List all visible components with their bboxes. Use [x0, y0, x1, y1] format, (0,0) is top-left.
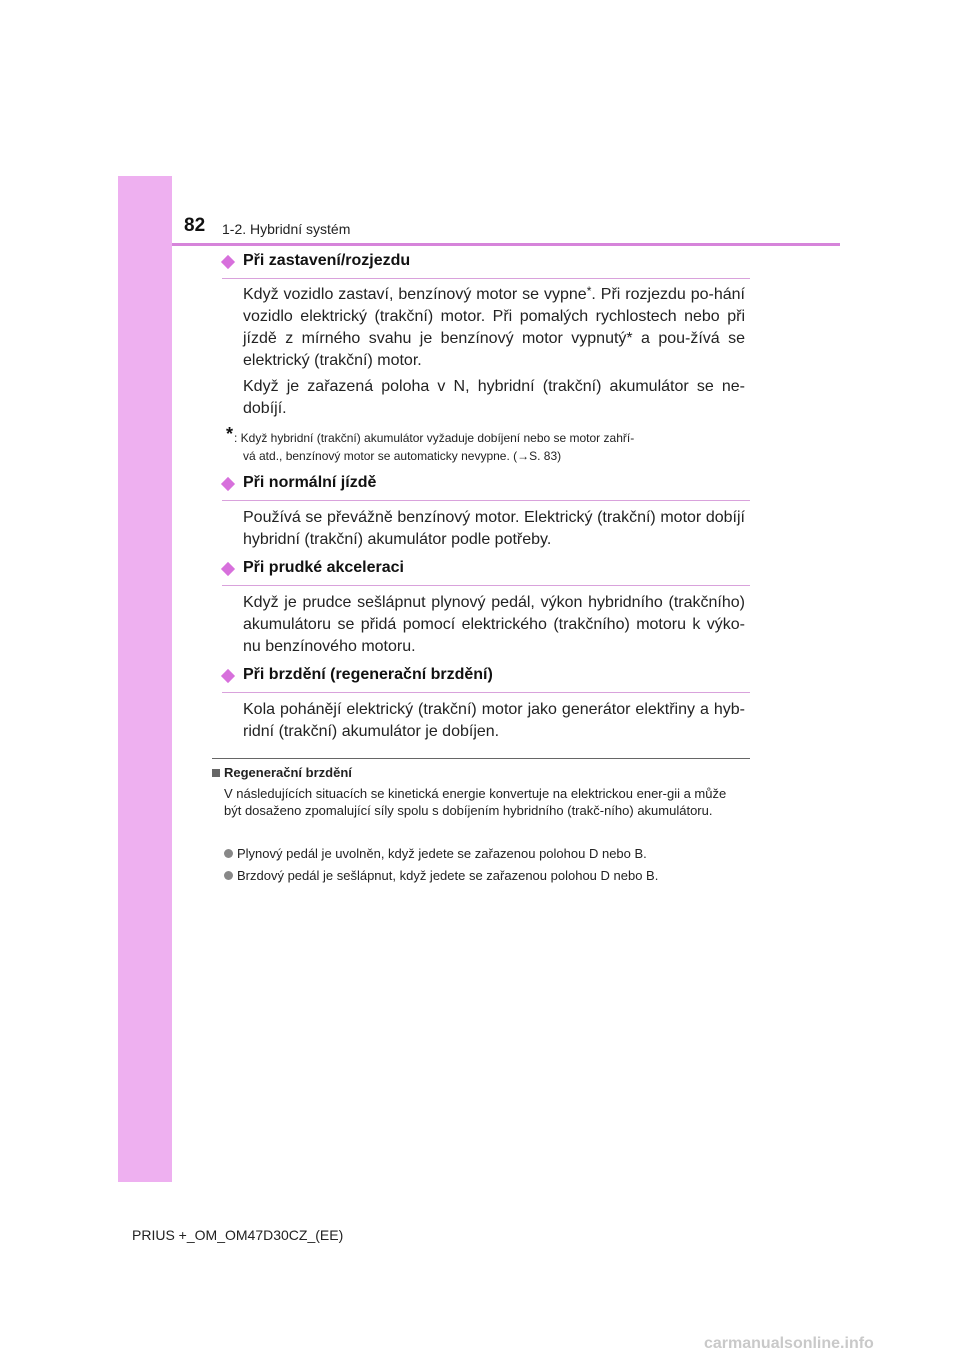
section-paragraph: Kola pohánějí elektrický (trakční) motor jako generátor elektřiny a hyb-ridní (trakční) akumulátor je dobíjen.: [243, 701, 745, 740]
header-divider: [172, 243, 840, 246]
section-paragraph: Když je prudce sešlápnut plynový pedál, výkon hybridního (trakčního) akumulátoru se přidá pomocí elektrického (trakčního) motoru k výko-nu benzínového motoru.: [243, 594, 745, 655]
section-paragraph: [243, 284, 745, 372]
note-title: Regenerační brzdění: [224, 765, 352, 780]
square-icon: [212, 769, 220, 777]
section-heading-normal-driving: [222, 474, 750, 501]
section-title: Při zastavení/rozjezdu: [243, 252, 411, 269]
footnote-marker: *: [226, 424, 234, 444]
watermark: carmanualsonline.info: [704, 1335, 874, 1352]
footnote-line: vá atd., benzínový motor se automaticky nevypne. (→S. 83): [243, 449, 562, 463]
diamond-icon: [221, 255, 235, 269]
document-code: PRIUS +_OM_OM47D30CZ_(EE): [132, 1227, 344, 1243]
page-number: 82: [184, 215, 206, 236]
section-paragraph: Používá se převážně benzínový motor. Elektrický (trakční) motor dobíjí hybridní (trakční) akumulátor podle potřeby.: [243, 509, 745, 548]
section-divider: [212, 758, 750, 759]
section-heading-acceleration: [222, 559, 750, 586]
diamond-icon: [221, 562, 235, 576]
chapter-title: 1-2. Hybridní systém: [222, 221, 351, 237]
section-paragraph: Když je zařazená poloha v N, hybridní (trakční) akumulátor se ne-dobíjí.: [243, 378, 745, 417]
footnote: [234, 429, 746, 465]
section-title: Při brzdění (regenerační brzdění): [243, 666, 493, 683]
list-item: [224, 867, 746, 884]
diamond-icon: [221, 669, 235, 683]
paragraph-text: Když vozidlo zastaví, benzínový motor se vypne: [243, 286, 587, 303]
section-title: Při prudké akceleraci: [243, 559, 404, 576]
diamond-icon: [221, 477, 235, 491]
circle-bullet-icon: [224, 871, 233, 880]
list-item-text: Brzdový pedál je sešlápnut, když jedete se zařazenou polohou D nebo B.: [237, 868, 659, 883]
list-item: [224, 845, 746, 862]
footnote-marker: *: [586, 284, 592, 298]
note-body: V následujících situacích se kinetická energie konvertuje na elektrickou ener-gii a může být dosaženo zpomalující síly spolu s dobíjením hybridního (trakč-ního) akumulátoru.: [224, 786, 727, 818]
circle-bullet-icon: [224, 849, 233, 858]
section-heading-braking: [222, 666, 750, 693]
footnote-line: : Když hybridní (trakční) akumulátor vyžaduje dobíjení nebo se motor zahří-: [234, 431, 635, 445]
section-heading-stopping: [222, 252, 750, 279]
section-title: Při normální jízdě: [243, 474, 377, 491]
chapter-side-tab: [118, 176, 172, 1182]
paragraph-text: . Při rozjezdu po-hání vozidlo elektrický (trakční) motor. Při pomalých rychlostech nebo při jízdě z mírného svahu je benzínový motor vypnutý* a pou-žívá se elektrický (trakční) motor.: [243, 286, 745, 369]
list-item-text: Plynový pedál je uvolněn, když jedete se zařazenou polohou D nebo B.: [237, 846, 647, 861]
